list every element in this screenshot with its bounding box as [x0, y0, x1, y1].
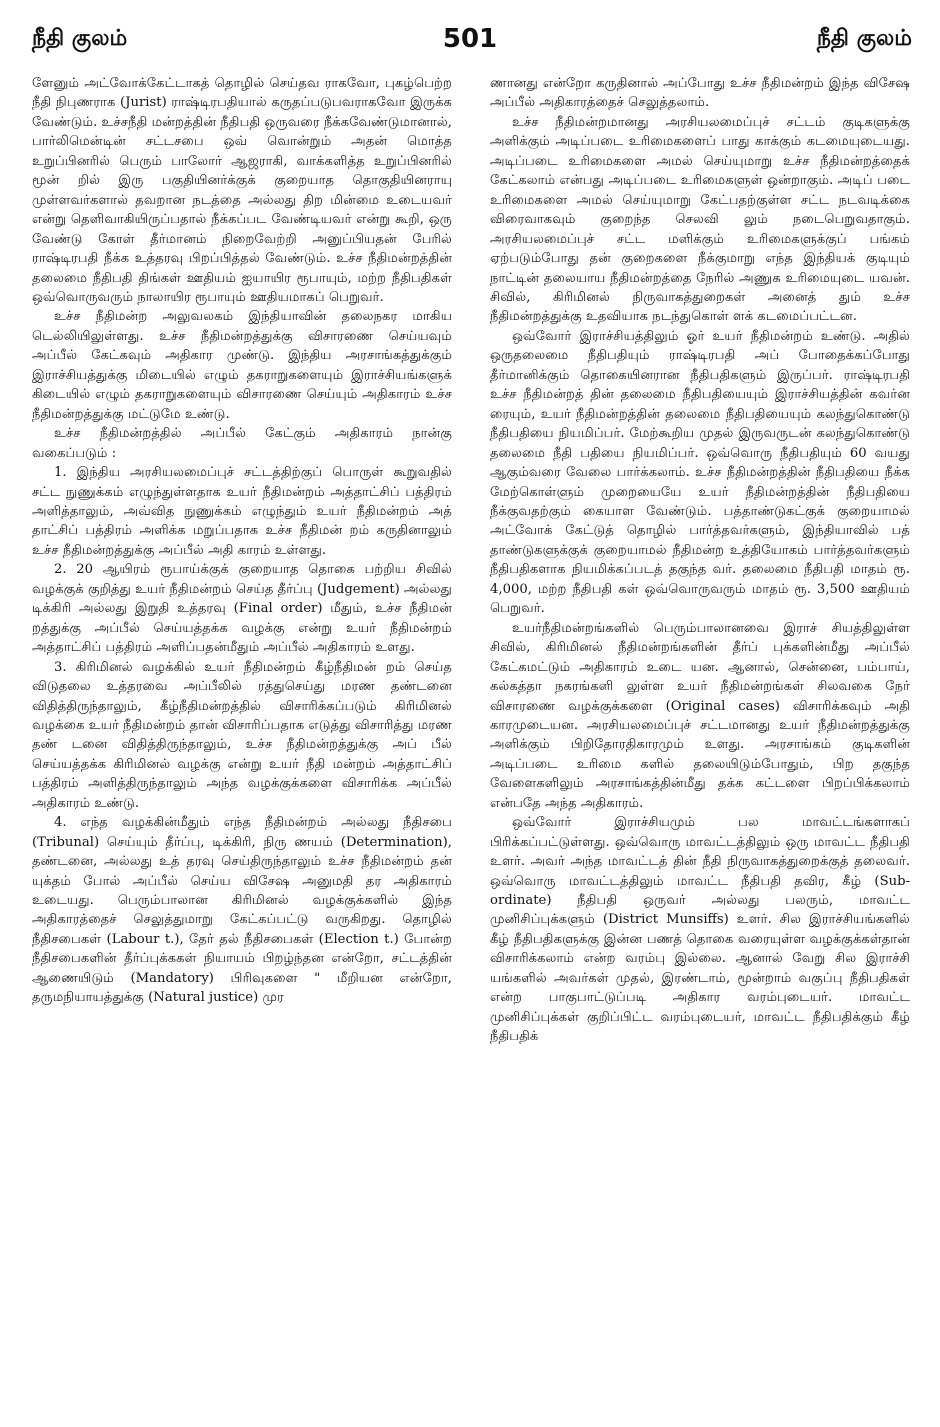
- paragraph: 2. 20 ஆயிரம் ரூபாய்க்குக் குறையாத தொகை பற்றிய சிவில் வழக்குக் குறித்து உயர் நீதிமன்றம் செய்த தீர்ப்பு (Judgement) அல்லது டிக்கிரி அல்லது இறுதி உத்தரவு (Final order) மீதும், உச்ச நீதிமன் றத்துக்கு அப்பீல் செய்யத்தக்க வழக்கு என்று உயர் நீதிமன்றம் அத்தாட்சிப் பத்திரம் அளிப்பதன்மீதும் அப்பீல் அதிகாரம் உளது.: [32, 562, 452, 656]
- text-columns: [32, 74, 912, 1399]
- right-column: [490, 74, 910, 1399]
- paragraph: ணானது என்றோ கருதினால் அப்போது உச்ச நீதிமன்றம் இந்த விசேஷ அப்பீல் அதிகாரத்தைச் செலுத்தலாம்.: [490, 76, 910, 111]
- left-column: [32, 74, 452, 1399]
- paragraph: உச்ச நீதிமன்ற அலுவலகம் இந்தியாவின் தலைநகர மாகிய டெல்லியிலுள்ளது. உச்ச நீதிமன்றத்துக்கு விசாரணை செய்யவும் அப்பீல் கேட்கவும் அதிகார முண்டு. இந்திய அரசாங்கத்துக்கும் இராச்சியத்துக்கு மிடையில் எழும் தகராறுகளையும் இராச்சியங்களுக் கிடையில் எழும் தகராறுகளையும் விசாரணை செய்யும் அதிகாரம் உச்ச நீதிமன்றத்துக்கு மட்டுமே உண்டு.: [32, 309, 452, 422]
- paragraph: உச்ச நீதிமன்றமானது அரசியலமைப்புச் சட்டம் குடிகளுக்கு அளிக்கும் அடிப்படை உரிமைகளைப் பாது காக்கும் கடமையுடையது. அடிப்படை உரிமைகளை அமல் செய்யுமாறு உச்ச நீதிமன்றத்தைக் கேட்கலாம் என்பது அடிப்படை உரிமைகளுள் ஒன்றாகும். அடிப் படை உரிமைகளை அமல் செய்யுமாறு கேட்பதற்குள்ள சட்ட நடவடிக்கை விரைவாகவும் குறைந்த செலவி லும் நடைபெறுவதாகும். அரசியலமைப்புச் சட்ட மளிக்கும் உரிமைகளுக்குப் பங்கம் ஏற்படும்போது தன் குறைகளை நீக்குமாறு எந்த இந்தியக் குடியும் நாட்டின் தலையாய நீதிமன்றத்தை நேரில் அணுக உரிமையுடை யவன். சிவில், கிரிமினல் நிருவாகத்துறைகள் அனைத் தும் உச்ச நீதிமன்றத்துக்கு உதவியாக நடந்துகொள் ளக் கடமைப்பட்டன.: [490, 114, 910, 325]
- paragraph: 3. கிரிமினல் வழக்கில் உயர் நீதிமன்றம் கீழ்நீதிமன் றம் செய்த விடுதலை உத்தரவை அப்பீலில் ரத்துசெய்து மரண தண்டனை விதித்திருந்தாலும், கீழ்நீதிமன்றத்தில் விசாரிக்கப்படும் கிரிமினல் வழக்கை உயர் நீதிமன்றம் தான் விசாரிப்பதாக எடுத்து விசாரித்து மரண தண் டனை விதித்திருந்தாலும், உச்ச நீதிமன்றத்துக்கு அப் பீல் செய்யத்தக்க கிரிமினல் வழக்கு என்று உயர் நீதி மன்றம் அத்தாட்சிப் பத்திரம் அளித்திருந்தாலும் அந்த வழக்குக்களை விசாரிக்க அப்பீல் அதிகாரம் உண்டு.: [32, 659, 452, 811]
- paragraph: 1. இந்திய அரசியலமைப்புச் சட்டத்திற்குப் பொருள் கூறுவதில் சட்ட நுணுக்கம் எழுந்துள்ளதாக உயர் நீதிமன்றம் அத்தாட்சிப் பத்திரம் அளித்தாலும், அவ்வித நுணுக்கம் எழுந்தும் உயர் நீதிமன்றம் அத் தாட்சிப் பத்திரம் அளிக்க மறுப்பதாக உச்ச நீதிமன் றம் கருதினாலும் உச்ச நீதிமன்றத்துக்கு அப்பீல் அதி காரம் உள்ளது.: [32, 465, 452, 558]
- running-head-right: நீதி குலம்: [816, 26, 912, 51]
- paragraph: ஒவ்வோர் இராச்சியமும் பல மாவட்டங்களாகப் பிரிக்கப்பட்டுள்ளது. ஒவ்வொரு மாவட்டத்திலும் ஒரு மாவட்ட நீதிபதி உளர். அவர் அந்த மாவட்டத் தின் நீதி நிருவாகத்துறைக்குத் தலைவர். ஒவ்வொரு மாவட்டத்திலும் மாவட்ட நீதிபதி தவிர, கீழ் (Sub- ordinate) நீதிபதி ஒருவர் அல்லது பலரும், மாவட்ட முனிசிப்புக்களும் (District Munsiffs) உளர். சில இராச்சியங்களில் கீழ் நீதிபதிகளுக்கு இன்ன பணத் தொகை வரையுள்ள வழக்குக்கள்தான் விசாரிக்கலாம் என்ற வரம்பு இல்லை. ஆனால் வேறு சில இராச்சி யங்களில் அவர்கள் முதல், இரண்டாம், மூன்றாம் வகுப்பு நீதிபதிகள் என்ற பாகுபாட்டுப்படி அதிகார வரம்புடையர். மாவட்ட முனிசிப்புக்கள் குறிப்பிட்ட வரம்புடையர், மாவட்ட நீதிபதிக்கும் கீழ் நீதிபதிக்: [490, 815, 910, 1045]
- page-number: 501: [442, 24, 498, 54]
- paragraph: ளேனும் அட்வோக்கேட்டாகத் தொழில் செய்தவ ராகவோ, புகழ்பெற்ற நீதி நிபுணராக (Jurist) ராஷ்டிரபதியால் கருதப்படுபவராகவோ இருக்க வேண்டும். உச்சநீதி மன்றத்தின் நீதிபதி ஒருவரை நீக்கவேண்டுமானால், பார்லிமென்டின் சட்டசபை ஒவ் வொன்றும் அதன் மொத்த உறுப்பினரில் பெரும் பாலோர் ஆஜராகி, வாக்களித்த உறுப்பினரில் மூன் றில் இரு பகுதியினர்க்குக் குறையாத தொகுதியினராயு முள்ளவர்களால் தவறான நடத்தை அல்லது திற மின்மை உடையவர் என்று தெளிவாகியிருப்பதால் நீக்கப்பட வேண்டியவர் என்று கூறி, ஒரு வேண்டு கோள் தீர்மானம் நிறைவேற்றி அனுப்பியதன் பேரில் ராஷ்டிரபதி நீக்க உத்தரவு பிறப்பித்தல் வேண்டும். உச்ச நீதிமன்றத்தின் தலைமை நீதிபதி திங்கள் ஊதியம் ஐயாயிர ரூபாயும், மற்ற நீதிபதிகள் ஒவ்வொருவரும் நாலாயிர ரூபாயும் ஊதியமாகப் பெறுவர்.: [32, 76, 452, 305]
- paragraph: உச்ச நீதிமன்றத்தில் அப்பீல் கேட்கும் அதிகாரம் நான்கு வகைப்படும் :: [32, 426, 452, 461]
- running-head-left: நீதி குலம்: [32, 26, 128, 51]
- page-header: [24, 26, 916, 66]
- paragraph: உயர்நீதிமன்றங்களில் பெரும்பாலானவை இராச் சியத்திலுள்ள சிவில், கிரிமினல் நீதிமன்றங்களின் தீர்ப் புக்களின்மீது அப்பீல் கேட்கமட்டும் அதிகாரம் உடை யன. ஆனால், சென்னை, பம்பாய், கல்கத்தா நகரங்களி லுள்ள உயர் நீதிமன்றங்கள் சிலவகை நேர் விசாரணை வழக்குக்களை (Original cases) விசாரிக்கவும் அதி காரமுடையன. அரசியலமைப்புச் சட்டமானது உயர் நீதிமன்றத்துக்கு அளிக்கும் பிறிதோரதிகாரமும் உளது. அரசாங்கம் குடிகளின் அடிப்படை உரிமை களில் தலையிடும்போதும், பிற தகுந்த வேளைகளிலும் அரசாங்கத்தின்மீது தக்க கட்டளை பிறப்பிக்கலாம் என்பதே அந்த அதிகாரம்.: [490, 620, 910, 811]
- paragraph: 4. எந்த வழக்கின்மீதும் எந்த நீதிமன்றம் அல்லது நீதிசபை (Tribunal) செய்யும் தீர்ப்பு, டிக்கிரி, நிரு ணயம் (Determination), தண்டனை, அல்லது உத் தரவு செய்திருந்தாலும் உச்ச நீதிமன்றம் தன் யுக்தம் போல் அப்பீல் செய்ய விசேஷ அனுமதி தர அதிகாரம் உடையது. பெரும்பாலான கிரிமினல் வழக்குக்களில் இந்த அதிகாரத்தைச் செலுத்துமாறு கேட்கப்பட்டு வருகிறது. தொழில் நீதிசபைகள் (Labour t.), தேர் தல் நீதிசபைகள் (Election t.) போன்ற நீதிசபைகளின் தீர்ப்புக்ககள் நியாயம் பிறழ்ந்தன என்றோ, சட்டத்தின் ஆணையிடும் (Mandatory) பிரிவுகளை " மீறியன என்றோ, தருமநியாயத்துக்கு (Natural justice) முர: [32, 815, 452, 1006]
- paragraph: ஒவ்வோர் இராச்சியத்திலும் ஓர் உயர் நீதிமன்றம் உண்டு. அதில் ஒருதலைமை நீதிபதியும் ராஷ்டிரபதி அப் போதைக்கப்போது தீர்மானிக்கும் தொகையினரான நீதிபதிகளும் இருப்பர். ராஷ்டிரபதி உச்ச நீதிமன்றத் தின் தலைமை நீதிபதியையும் இராச்சியத்தின் கவர்ன ரையும், உயர் நீதிமன்றத்தின் தலைமை நீதிபதியையும் கலந்துகொண்டு நீதிபதியை நியமிப்பர். மேற்கூறிய முதல் இருவருடன் கலந்துகொண்டு தலைமை நீதி பதியை நியமிப்பர். ஒவ்வொரு நீதிபதியும் 60 வயது ஆகும்வரை வேலை பார்க்கலாம். உச்ச நீதிமன்றத்தின் நீதிபதியை நீக்க மேற்கொள்ளும் முறையையே உயர் நீதிமன்றத்தின் நீதிபதியை நீக்குவதற்கும் கையாள வேண்டும். பத்தாண்டுகட்குக் குறையாமல் அட்வோக் கேட்டுத் தொழில் பார்த்தவர்களும், இந்தியாவில் பத் தாண்டுகளுக்குக் குறையாமல் நீதிமன்ற உத்தியோகம் பார்த்தவர்களும் நீதிபதிகளாக நியமிக்கப்படத் தகுந்த வர். தலைமை நீதிபதி மாதம் ரூ. 4,000, மற்ற நீதிபதி கள் ஒவ்வொருவரும் மாதம் ரூ. 3,500 ஊதியம் பெறுவர்.: [490, 328, 910, 617]
